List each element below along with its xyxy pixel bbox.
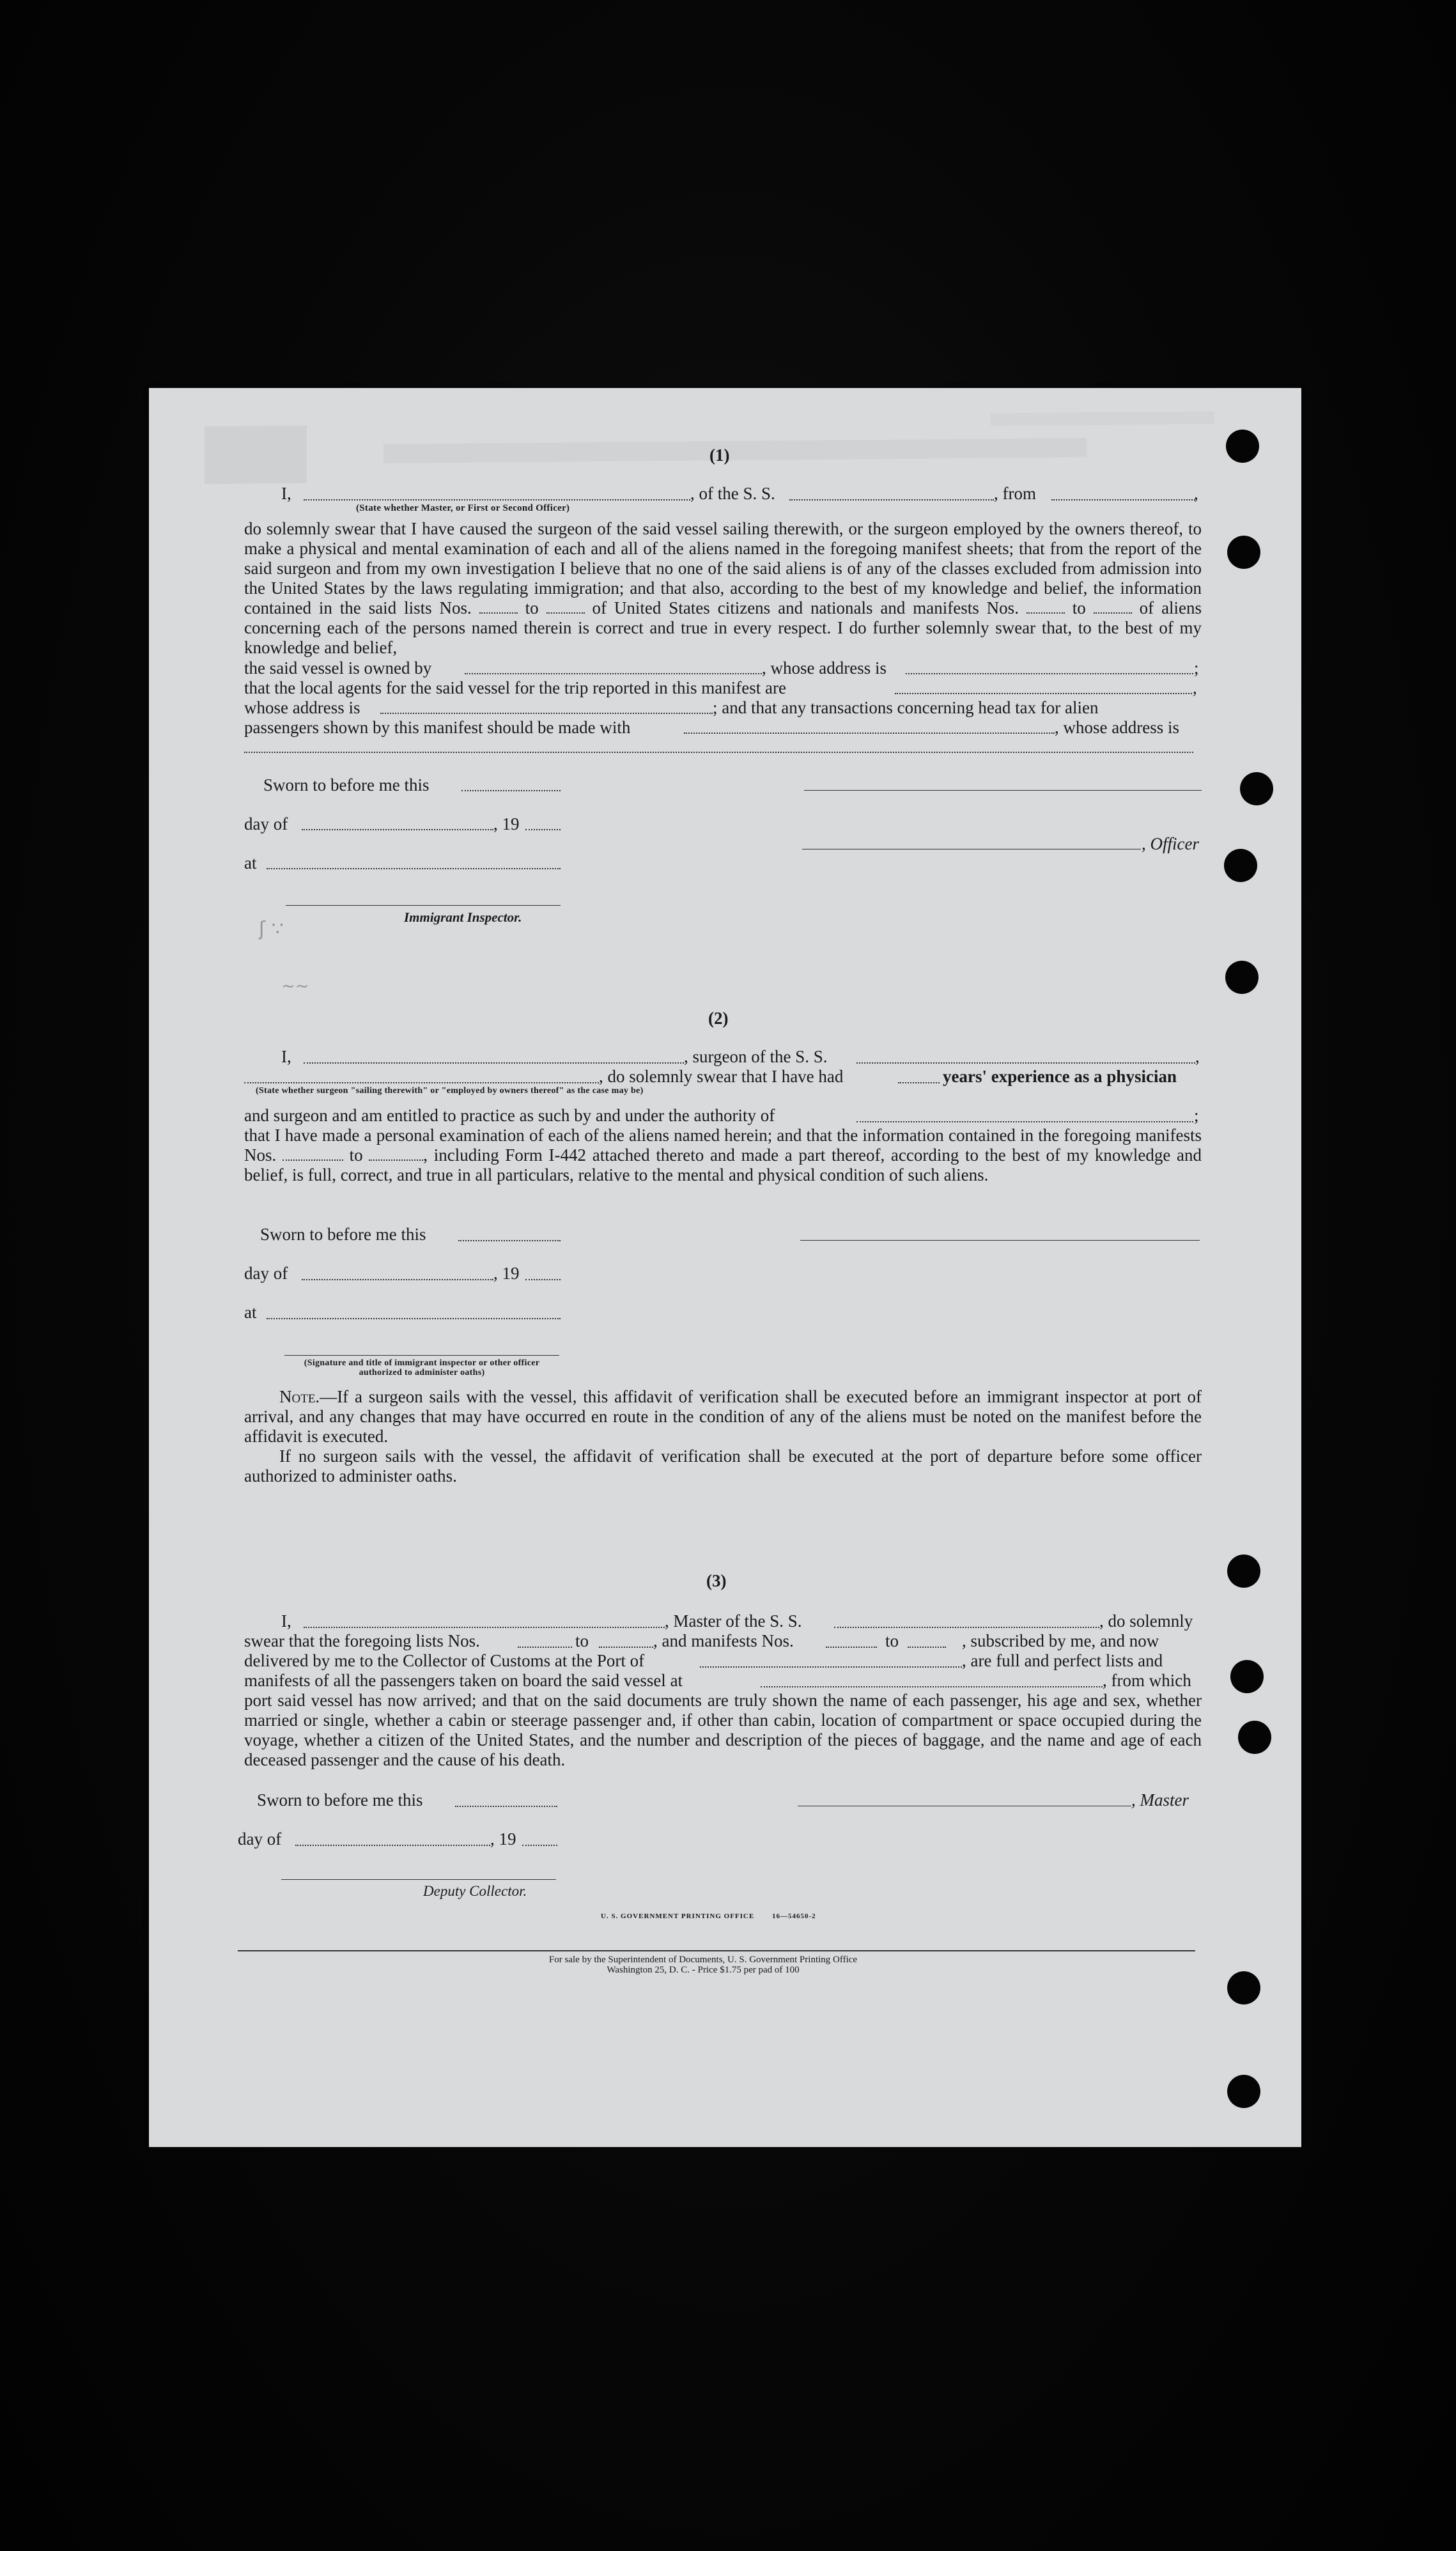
note-text: —If a surgeon sails with the vessel, this affidavit of verification shall be executed before an immigrant inspector at port of arrival, and any changes that may have occurred en route in the condition of any of the aliens must be noted on the manifest before the affidavit is executed. <box>244 1387 1202 1446</box>
lists-from-blank <box>518 1647 572 1648</box>
day-of-label: day of <box>244 814 288 834</box>
punch-hole <box>1224 849 1257 882</box>
owned-by-label: the said vessel is owned by <box>244 658 432 678</box>
day-of-blank <box>302 1279 493 1280</box>
master-name-blank <box>304 1627 665 1628</box>
local-agents-blank <box>895 693 1192 694</box>
surgeon-type-caption: (State whether surgeon "sailing therewith" or "employed by owners thereof" as the case may be) <box>256 1086 644 1096</box>
oath-line-end: , <box>1194 484 1198 503</box>
year-label: , 19 <box>493 814 520 834</box>
and-manifests-label: , and manifests Nos. <box>653 1631 794 1650</box>
boarding-port-blank <box>761 1686 1103 1687</box>
swear-lists-label: swear that the foregoing lists Nos. <box>244 1631 480 1650</box>
sale-line-1: For sale by the Superintendent of Documents, U. S. Government Printing Office <box>548 1955 858 1965</box>
owner-blank <box>465 673 762 674</box>
surgeon-ship-blank <box>856 1062 1195 1064</box>
master-oath-body: port said vessel has now arrived; and that on the said documents are truly shown the name of each passenger, his age and sex, whether married or single, whether a cabin or steerage passenger and, if other than cabin, location of compartment or space occupied during the voyage, whether a citizen of the United States, and the number and description of the pieces of baggage, and the name and age of each deceased passenger and the cause of his death. <box>244 1691 1202 1769</box>
surgeon-type-blank <box>244 1082 599 1083</box>
head-tax-text: ; and that any transactions concerning head tax for alien <box>713 698 1099 717</box>
punch-hole <box>1227 1555 1260 1588</box>
list-from-blank <box>479 612 518 614</box>
port-blank <box>700 1666 962 1668</box>
oath-body-citizens: of United States citizens and nationals and manifests Nos. <box>592 598 1019 617</box>
punch-hole <box>1227 536 1260 569</box>
master-line-start: I, <box>281 1611 291 1631</box>
sale-notice <box>383 1955 1023 1975</box>
year-blank <box>525 829 561 830</box>
years-experience-text: years' experience as a physician <box>943 1067 1177 1086</box>
years-blank <box>898 1082 940 1083</box>
inspector-signature-line <box>286 905 561 906</box>
full-perfect-text: , are full and perfect lists and <box>962 1651 1163 1670</box>
note-paragraph-2 <box>244 1446 1202 1486</box>
head-tax-address-label: , whose address is <box>1055 718 1179 737</box>
to-label: to <box>885 1631 899 1650</box>
semicolon: ; <box>1194 658 1199 678</box>
punch-hole <box>1227 2075 1260 2108</box>
sworn-label: Sworn to before me this <box>257 1790 423 1810</box>
note-label: Note. <box>279 1387 320 1406</box>
punch-hole <box>1227 1971 1260 2004</box>
master-signature-label: , Master <box>1131 1790 1189 1810</box>
punch-hole <box>1225 961 1259 994</box>
master-of-ship: , Master of the S. S. <box>665 1611 802 1631</box>
head-tax-address-blank <box>244 752 1193 753</box>
signature-caption: (Signature and title of immigrant inspector or other officer authorized to administer oaths) <box>304 1358 540 1377</box>
note-text-2: If no surgeon sails with the vessel, the affidavit of verification shall be executed at the port of departure before some officer authorized to administer oaths. <box>244 1446 1202 1485</box>
surgeon-line-end: , <box>1195 1047 1200 1066</box>
manifest-to-blank <box>369 1159 423 1161</box>
punch-hole <box>1226 430 1259 463</box>
manifests-to-blank <box>908 1647 946 1648</box>
oath-body <box>244 519 1202 658</box>
surgeon-oath-text: that I have made a personal examination of each of the aliens named herein; and that the information contained in the foregoing manifests Nos. <box>244 1126 1202 1165</box>
authority-blank <box>856 1121 1193 1122</box>
to-label: to <box>1072 598 1086 617</box>
at-blank <box>267 1318 561 1319</box>
officer-signature-line-1 <box>804 790 1202 791</box>
sale-line-2: Washington 25, D. C. - Price $1.75 per pad of 100 <box>607 1965 800 1975</box>
to-label: to <box>525 598 539 617</box>
officer-label: , Officer <box>1142 834 1199 853</box>
manifest-from-blank <box>283 1159 343 1161</box>
collector-signature-line <box>281 1879 556 1880</box>
sworn-blank <box>461 790 561 791</box>
passengers-text: passengers shown by this manifest should be made with <box>244 718 631 737</box>
to-label: to <box>349 1145 363 1165</box>
surgeon-oath-text-2: , including Form I-442 attached thereto and made a part thereof, according to the best of my knowledge and belief, is full, correct, and true in all particulars, relative to the mental and physical condition of such aliens. <box>244 1145 1202 1184</box>
surgeon-oath-body <box>244 1126 1202 1185</box>
day-of-blank <box>295 1845 490 1846</box>
at-label: at <box>244 1303 257 1322</box>
punch-hole <box>1238 1721 1271 1754</box>
bleed-through-marks <box>192 405 1278 491</box>
surgeon-signature-line <box>800 1240 1200 1241</box>
surgeon-of-ship: , surgeon of the S. S. <box>684 1047 828 1066</box>
ship-name-blank <box>789 499 994 500</box>
pencil-mark: ~~ <box>281 977 309 996</box>
deputy-collector-label: Deputy Collector. <box>423 1883 527 1899</box>
manifest-from-blank <box>1026 612 1065 614</box>
punch-hole <box>1230 1660 1264 1693</box>
form-code: 16—54650-2 <box>772 1912 816 1920</box>
sworn-blank <box>455 1806 557 1807</box>
year-blank <box>525 1279 561 1280</box>
note-paragraph <box>244 1387 1202 1446</box>
oath-line-start: I, <box>281 484 291 503</box>
section-number: (3) <box>706 1571 727 1590</box>
comma: , <box>1193 678 1197 697</box>
master-ship-blank <box>834 1627 1099 1628</box>
to-label: to <box>575 1631 589 1650</box>
manifests-from-blank <box>826 1647 877 1648</box>
section-number: (1) <box>709 446 730 465</box>
immigrant-inspector-label: Immigrant Inspector. <box>404 910 522 925</box>
oath-body-text: do solemnly swear that I have caused the surgeon of the said vessel sailing therewith, or the surgeon employed by the owners thereof, to make a physical and mental examination of each and all of the aliens named in the foregoing manifest sheets; that from the report of the said surgeon and from my own investigation I believe that no one of the said aliens is of any of the classes excluded from admission into the United States by the laws regulating immigration; and that also, according to the best of my knowledge and belief, the information contained in the said lists Nos. <box>244 519 1202 617</box>
oath-line-ship: , of the S. S. <box>690 484 775 503</box>
bleed-through-text <box>192 405 1278 491</box>
rank-blank <box>304 499 690 500</box>
pencil-mark: ʃ ∵ <box>259 918 284 940</box>
punch-hole <box>1240 772 1273 805</box>
oath-body-correct: of aliens concerning each of the persons named therein is correct and true in every respect. I do further solemnly swear that, to the best of my knowledge and belief, <box>244 598 1202 657</box>
year-label: , 19 <box>493 1264 520 1283</box>
day-of-blank <box>302 829 493 830</box>
sworn-blank <box>458 1240 561 1241</box>
owner-address-label: , whose address is <box>762 658 887 678</box>
sworn-label: Sworn to before me this <box>263 775 430 795</box>
manifest-to-blank <box>1094 612 1132 614</box>
delivered-text: delivered by me to the Collector of Customs at the Port of <box>244 1651 645 1670</box>
surgeon-swear-text: , do solemnly swear that I have had <box>599 1067 844 1086</box>
day-of-label: day of <box>244 1264 288 1283</box>
at-blank <box>267 868 561 869</box>
inspector-signature-line <box>284 1355 559 1356</box>
from-which-text: , from which <box>1103 1671 1191 1690</box>
local-agents-label: that the local agents for the said vessel for the trip reported in this manifest are <box>244 678 786 697</box>
origin-blank <box>1051 499 1195 500</box>
sworn-label: Sworn to before me this <box>260 1225 426 1244</box>
year-blank <box>522 1845 557 1846</box>
oath-line-from: , from <box>994 484 1036 503</box>
at-label: at <box>244 853 257 872</box>
manifests-of-text: manifests of all the passengers taken on board the said vessel at <box>244 1671 683 1690</box>
list-to-blank <box>546 612 585 614</box>
rank-caption: (State whether Master, or First or Second Officer) <box>356 503 570 513</box>
agents-address-label: whose address is <box>244 698 360 717</box>
gpo-imprint: U. S. GOVERNMENT PRINTING OFFICE <box>601 1912 755 1920</box>
head-tax-agent-blank <box>684 733 1055 734</box>
lists-to-blank <box>599 1647 653 1648</box>
surgeon-line-start: I, <box>281 1047 291 1066</box>
authority-label: and surgeon and am entitled to practice as such by and under the authority of <box>244 1106 775 1125</box>
agents-address-blank <box>380 713 713 714</box>
footer-rule <box>238 1950 1195 1951</box>
do-solemnly: , do solemnly <box>1099 1611 1193 1631</box>
owner-address-blank <box>906 673 1193 674</box>
subscribed-text: , subscribed by me, and now <box>962 1631 1159 1650</box>
surgeon-name-blank <box>304 1062 684 1064</box>
semicolon: ; <box>1194 1106 1199 1125</box>
year-label: , 19 <box>490 1829 516 1849</box>
section-number: (2) <box>708 1009 729 1028</box>
day-of-label: day of <box>238 1829 282 1849</box>
